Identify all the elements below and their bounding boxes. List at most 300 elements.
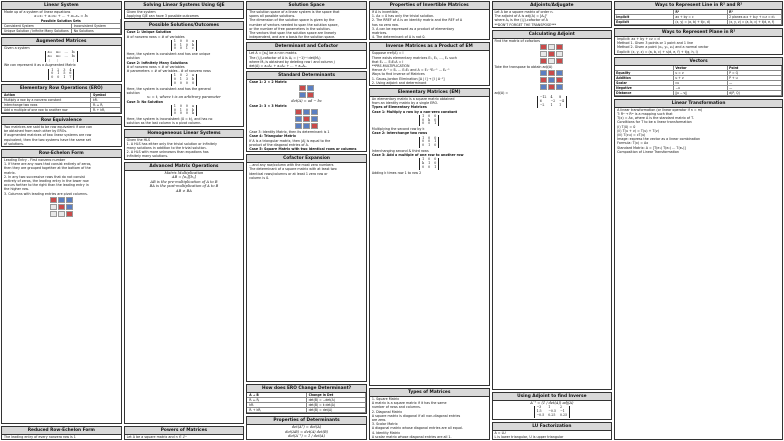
text-line: Ways to find inverse of Matrices (371, 72, 425, 77)
ero-table (2, 93, 121, 113)
text-line: Two matrices are said to be row equivalent if one can (4, 124, 93, 129)
text-line: Explicit: (x, y, z) = (a, b, c) + s(d, e, f) + t(g, h, i) (617, 49, 698, 54)
lu-section (492, 422, 613, 440)
matrix-entry: −3 (536, 405, 542, 410)
matrix-entry: 1.5 (536, 409, 542, 413)
text-line: Interchanging second & third rows (371, 149, 429, 154)
outcomes-section (124, 21, 245, 126)
matrix-entry: 1 (550, 103, 553, 108)
matrix-entry: 0 (422, 121, 425, 126)
matrix-entry: 1 (179, 77, 182, 82)
matrix-entry: 0 (185, 111, 188, 116)
table-cell: Distance (615, 91, 674, 96)
text-line: be obtained from each other by EROs. (4, 129, 68, 134)
text-line: There exists elementary matrices E₁, E₂, …, Eₖ such (371, 55, 457, 60)
matrix-entry: 0 (179, 46, 182, 51)
section-title: Cofactor Expansion (247, 155, 366, 163)
text-line: Image: express the vector as a linear combination (617, 137, 701, 142)
text-line: Adding k times row 1 to row 2 (371, 170, 422, 175)
solution-space-section (246, 1, 367, 40)
matrix-entry: 1 (434, 121, 437, 126)
matrix-entry: 0 (173, 77, 176, 82)
matrix (48, 69, 74, 80)
table-cell: Symbol (91, 93, 121, 98)
section-title: Vectors (615, 58, 782, 66)
text-line: A square matrix is diagonal if all non-diagonal entries (371, 413, 461, 418)
row-equivalence-section (1, 116, 122, 147)
table-cell: Possible Solution Sets (2, 19, 121, 24)
text-line: many solutions in addition to the trivial solution. (126, 146, 207, 151)
table-cell: u = v (674, 71, 728, 76)
inverse-formula: A⁻¹ = (1 / det(A)) adj(A) (530, 400, 574, 405)
text-line: Method 2. Given a point (x₀, y₀, z₀) and a normal vector (617, 45, 709, 50)
section-title: Types of Matrices (370, 389, 489, 397)
text-line: the higher row. (4, 187, 29, 192)
matrix-entry: 0 (434, 117, 437, 122)
matrix-entry: 0 (434, 161, 437, 166)
column-5 (492, 1, 613, 440)
text-line: T(x) = Ax, where A is the standard matrix of T. (617, 116, 694, 121)
matrix-entry: 1 (434, 165, 437, 170)
text-line: or the number of free parameters in the solution. (249, 26, 331, 31)
matrix-entry: −0.5 (536, 412, 545, 417)
det-3x3-diagram (247, 108, 366, 130)
matrix-entry: 0 (179, 80, 182, 85)
table-cell: R² (674, 10, 728, 15)
text-line: Applying GJE can have 3 possible outcomes (126, 14, 199, 19)
table-cell: d(P, Q) (728, 91, 782, 96)
matrix-entry: 0 (173, 111, 176, 116)
matrix (419, 137, 439, 148)
table-cell: Negative (615, 86, 674, 91)
text-line: Given the HLS (126, 137, 151, 142)
vectors-section (614, 57, 783, 97)
matrix (534, 406, 571, 417)
table-cell: Consistent System (2, 24, 72, 29)
section-title: Advanced Matrix Operations (125, 163, 244, 171)
table-cell: Scalar (615, 81, 674, 86)
text-line: adj(A) = (494, 91, 509, 96)
column-2 (124, 1, 245, 440)
table-cell: (x, y) = (a, b) + t(c, d) (674, 20, 728, 25)
linear-system-section (1, 1, 122, 35)
table-cell: — (728, 86, 782, 91)
section-title: Augmented Matrices (2, 38, 121, 46)
matrix-entry: 0 (173, 42, 176, 47)
matrix-entry: 2 (560, 405, 563, 410)
text-line: solution (126, 90, 140, 95)
matrix-entry: 1 (548, 405, 551, 410)
text-line: ...and any row/column with the most zero numbers (249, 163, 334, 168)
text-line: Take the transpose to obtain adj(A) (494, 65, 553, 70)
table-cell: — (728, 81, 782, 86)
case-title: Case 5: Square Matrix with two identical rows or columns (249, 147, 357, 152)
matrix-entry: 0 (428, 165, 431, 170)
text-line: 1. Square Matrix (371, 396, 400, 401)
matrix-entry: 0 (179, 73, 182, 78)
text-line: Here, the system is consistent and has the general (126, 86, 211, 91)
matrix-entry: k (428, 117, 431, 122)
matrix-entry: a₁₂ (56, 50, 61, 54)
matrix (171, 40, 197, 51)
text-line: Let A be a square matrix and n ∈ ℤ⁺ (126, 434, 187, 439)
matrix-entry (63, 59, 70, 63)
matrix-entry: 1 (422, 135, 425, 140)
section-title: Adjoints/Adjugate (493, 2, 612, 10)
matrix-entry: 1 (63, 75, 66, 80)
matrix-entry: 0 (428, 139, 431, 144)
text-line: The determinant of a square matrix with at least two (249, 167, 337, 172)
text-line: Method 1. Given 3 points or 1 point and 1 line (617, 41, 694, 46)
column-3 (246, 1, 367, 440)
section-title: Linear System (2, 2, 121, 10)
matrix-entry: −2 (539, 103, 545, 108)
matrix-entry: 0 (185, 42, 188, 47)
text-line: T: Rⁿ → Rᵐ is a mapping such that (617, 112, 673, 117)
case-title: Case 1: Unique Solution (126, 30, 172, 35)
equation: a₁₁x₁ + a₁₂x₂ + … + a₁ₙxₙ = b₁ (34, 14, 89, 19)
echelon-diagram (2, 196, 121, 218)
table-cell: No Solutions (72, 29, 121, 34)
matrix-entry: 1 (434, 139, 437, 144)
text-line: 4. Identity Matrix (371, 430, 401, 435)
section-title: Determinant and Cofactor (247, 43, 366, 51)
matrix-entry: 0 (173, 80, 176, 85)
text-line: 4. The determinant of A is not 0. (371, 35, 426, 40)
matrix-entry: ⋮ (47, 57, 51, 62)
text-line: Formula: T(x) = Ax (617, 141, 649, 146)
matrix (419, 115, 439, 126)
text-line: Find the matrix of cofactors (494, 38, 540, 43)
text-line: The vectors that span the solution space are linearly (249, 31, 337, 36)
case-title: Case 4: Triangular Matrix (249, 134, 297, 139)
table-cell: Unique Solution / Infinite Many Solutions (2, 29, 72, 34)
section-title: LU Factorization (493, 423, 612, 431)
matrix-entry: 1 (185, 46, 188, 51)
text-line: 3. A can be expressed as a product of elementary (371, 26, 455, 31)
table-cell: 2 planes a₁x + b₁y + c₁z = d₁ (728, 15, 782, 20)
text-line: infinitely many solutions. (126, 154, 169, 159)
text-line: A = LU (494, 430, 506, 435)
text-line: are zero. (371, 417, 387, 422)
cofactor-diagram (493, 43, 612, 65)
section-title: Using Adjoint to find Inverse (493, 393, 612, 401)
table-cell: kRᵢ (247, 403, 306, 408)
text-line: 2. Diagonal Matrix (371, 409, 403, 414)
text-line: Case 3: Identity Matrix, then its determinant is 1 (249, 130, 330, 135)
case-title: Case 2: Infinitely Many Solutions (126, 60, 188, 65)
text-line: has no zero row. (371, 22, 399, 27)
matrix-entry: 1 (173, 73, 176, 78)
sign-diagram (493, 69, 612, 91)
section-title: Standard Determinants (247, 72, 366, 80)
elem-add-matrix (370, 157, 489, 170)
text-line: (iii) T(cu) = cT(u) (617, 133, 646, 138)
matrix-entry: 2 (185, 73, 188, 78)
matrix-entry: 6 (539, 99, 542, 104)
table-cell: Interchange two rows (2, 103, 91, 108)
table-cell: cu (674, 81, 728, 86)
section-title: Solving Linear Systems Using GJE (125, 2, 244, 10)
matrix-entry: 0 (422, 117, 425, 122)
section-title: Properties of Determinants (247, 417, 366, 425)
ero-det-section (246, 384, 367, 414)
table-cell: P = Q (728, 71, 782, 76)
matrix-entry: a₁₁ (47, 50, 53, 54)
case-title: Case 3: Add a multiple of one row to another row (371, 153, 464, 158)
matrix-entry: 1 (422, 157, 425, 162)
matrix-entry: 3 (185, 77, 188, 82)
table-cell: Multiply a row by a nonzero constant (2, 98, 91, 103)
text-line: A matrix is a square matrix if it has the same (371, 401, 447, 406)
table-cell: Rᵢ + kRⱼ (91, 108, 121, 113)
text-line: product of the diagonal entries of A. (249, 142, 309, 147)
adjoint-section (492, 1, 613, 28)
matrix-entry: −4 (559, 99, 564, 104)
table-cell: kRᵢ (91, 98, 121, 103)
text-line: number of vectors needed to span the solution space, (249, 22, 339, 27)
text-line: Matrix Multiplication (164, 170, 204, 175)
text-line: entirely of zeros, the leading entry in the lower row (4, 179, 89, 184)
hls-section (124, 129, 245, 160)
matrix-entry: 1 (179, 107, 182, 112)
text-line: 2. Using adjoint and determinant (371, 80, 427, 85)
text-line: 1. Ax = 0 has only the trivial solution. (371, 14, 435, 19)
matrix-entry: 0 (434, 135, 437, 140)
matrix-entry: 0 (173, 107, 176, 112)
row-echelon-section (1, 149, 122, 424)
matrix-entry: a (191, 103, 194, 108)
invertible-properties-section (369, 1, 490, 40)
section-title: Inverse Matrices as a Product of EM (370, 43, 489, 51)
matrix-entry: 1 (179, 42, 182, 47)
table-cell: Change in Det (307, 393, 366, 398)
matrix-entry: −0.5 (548, 409, 556, 413)
text-line: We can represent it as a Augmented Matrix (4, 63, 76, 68)
text-line: **PRE-MULTIPLICATION (371, 64, 410, 69)
text-line: A diagonal matrix whose diagonal entries are all equal. (371, 426, 463, 431)
matrix-entry: 1 (428, 143, 431, 148)
matrix-entry: 0 (185, 107, 188, 112)
text-line: A linear transformation (or linear operator if n = m) (617, 107, 703, 112)
text-line: where Mᵢⱼ is obtained by deleting row i and column j (249, 59, 335, 64)
text-line: The leading entry of every nonzero row is 1 (4, 434, 76, 439)
text-line: 1. Gauss-Jordan Elimination [A | I] → [I | A⁻¹] (371, 76, 445, 81)
types-of-matrices-section (369, 388, 490, 440)
matrix-entry: 6 (69, 71, 72, 76)
matrix-entry: k (191, 111, 194, 116)
matrix (537, 96, 567, 107)
table-cell: Inconsistent System (72, 24, 121, 29)
matrix-entry: −2 (550, 99, 556, 104)
text-line: The dimension of the solution space is given by the (249, 18, 335, 23)
matrix-entry: 0 (51, 75, 54, 80)
text-line: Multiplying the second row by k (371, 127, 425, 132)
matrix-entry: 0 (422, 143, 425, 148)
text-line: 2. In any two successive rows that do not consist (4, 174, 85, 179)
column-4 (369, 1, 490, 440)
section-title: Reduced Row-Echelon Form (2, 427, 121, 435)
matrix-entry: 0 (434, 157, 437, 162)
table-cell: ax + by = c (674, 15, 728, 20)
adj-example-matrix (493, 95, 612, 108)
matrix (171, 105, 197, 116)
table-cell: Point (728, 66, 782, 71)
text-line: AB is the pre-multiplication of A to B (150, 179, 218, 184)
calc-adjoint-section (492, 30, 613, 390)
matrix-entry: b (191, 42, 194, 47)
none-matrix (125, 104, 244, 117)
table-cell: ‖u − v‖ (674, 91, 728, 96)
text-line: from an identity matrix by a single ERO. (371, 101, 439, 106)
text-line: equivalent, then the two systems have the same set (4, 137, 91, 142)
table-cell: −u (674, 86, 728, 91)
text-line: Composition of Linear Transformation (617, 149, 680, 154)
matrix-entry: 1 (422, 113, 425, 118)
matrix-entry: b₁ (71, 50, 76, 54)
text-line: # of nonzero rows < # of variables (126, 64, 185, 69)
text-line: solution as the last column is a pivot column. (126, 121, 202, 126)
text-line: number of rows and columns. (371, 405, 421, 410)
matrix-entry: 1 (428, 161, 431, 166)
det-2x2-diagram (247, 84, 366, 99)
text-line: solution (126, 56, 140, 61)
text-line: matrix. (4, 170, 16, 175)
matrix-entry: 0 (51, 71, 54, 76)
section-title: Homogeneous Linear Systems (125, 130, 244, 138)
text-line: The adjoint of A is adj(A) = [Aᵢⱼ]ᵀ (494, 14, 548, 19)
text-line: occurs farther to the right than the leading entry in (4, 183, 89, 188)
table-cell: det(B) = −det(A) (307, 398, 366, 403)
table-cell: det(B) = det(A) (307, 408, 366, 413)
case-title: Case 3: No Solution (126, 99, 163, 104)
text-line: 1. If there are any rows that consist entirely of zeros, (4, 162, 92, 167)
table-cell: R³ (728, 10, 782, 15)
text-line: Leading Entry - First nonzero number (4, 158, 66, 162)
text-line: Suppose rref(A) = I (371, 51, 404, 56)
section-title: Linear Transformation (615, 100, 782, 108)
text-line: Conditions for T to be a linear transformation (617, 120, 692, 125)
case-title: Case 1: 2 × 2 Matrix (249, 80, 287, 85)
matrix-entry: 0 (57, 75, 60, 80)
matrix-entry: 0 (179, 111, 182, 116)
text-line: matrices. (371, 31, 388, 36)
text-line: # parameters = # of variables - # of nonzero rows (126, 69, 211, 74)
matrix-entry: 0.25 (548, 412, 556, 417)
matrix-entry: k (422, 161, 425, 166)
matrix-entry: 2 (57, 67, 60, 72)
vectors-table (615, 66, 782, 96)
augmented-matrix (2, 68, 121, 81)
matrix-entry: 5 (63, 71, 66, 76)
section-title: Ways to Represent Line in R² and R³ (615, 2, 782, 10)
matrix-entry: a (191, 73, 194, 78)
section-title: Calculating Adjoint (493, 31, 612, 39)
case-title: Case 2: 3 × 3 Matrix (249, 104, 287, 109)
matrix-entry: 1 (559, 103, 562, 108)
table-cell: Addition (615, 76, 674, 81)
text-line: AB = [aᵢⱼ][bᵢⱼ] (171, 175, 196, 180)
matrix-entry: ⋮ (71, 57, 75, 62)
ero-section (1, 84, 122, 114)
matrix (171, 74, 197, 85)
text-line: Let A = [aᵢⱼ] be a n×n matrix. (249, 51, 298, 56)
det-properties-section (246, 416, 367, 440)
text-line: Made up of a system of linear equations (4, 10, 71, 14)
line-table (615, 10, 782, 25)
matrix-entry: 3 (63, 67, 66, 72)
text-line: (i) T(0) = 0 (617, 124, 636, 129)
text-line: det(A) = aᵢ₁Aᵢ₁ + aᵢ₂Aᵢ₂ + … + aᵢₙAᵢₙ (249, 64, 307, 69)
matrix-ops-section (124, 162, 245, 424)
solution-sets-table (2, 19, 121, 34)
text-line: then they are grouped together at the bottom of the (4, 166, 91, 171)
table-cell: u + v (674, 76, 728, 81)
table-cell: Implicit (615, 15, 674, 20)
matrix-entry: b (191, 107, 194, 112)
table-cell: A → B (247, 393, 306, 398)
matrix-entry: 0 (428, 113, 431, 118)
column-6 (614, 1, 783, 440)
matrix-entry: a₂₂ (56, 53, 61, 58)
section-title: Row Equivalence (2, 117, 121, 125)
matrix-entry: 0 (173, 46, 176, 51)
line-representation-section (614, 1, 783, 26)
matrix-entry: 7 (69, 75, 72, 80)
text-line: If augmented matrices of two linear systems are row (4, 133, 92, 138)
matrix-entry: 4 (550, 95, 553, 100)
matrix-entry: 8 (559, 95, 562, 100)
text-line: L is lower triangular, U is upper triangular (494, 434, 564, 439)
table-cell: Vector (674, 66, 728, 71)
text-line: column is 0. (249, 175, 270, 180)
text-line: Implicit: ax + by + cz = d (617, 37, 660, 41)
section-title: Elementary Row Operations (ERO) (2, 85, 121, 93)
text-line: spans all possible solutions. (249, 14, 296, 19)
table-cell: Explicit (615, 20, 674, 25)
matrix-entry: b₂ (71, 53, 76, 58)
matrix-entry: 0 (185, 103, 188, 108)
matrix (45, 51, 78, 62)
text-line: AB ≠ BA (176, 189, 192, 193)
text-line: Let A be a square matrix of order n. (494, 10, 554, 14)
adjoint-inverse-section (492, 392, 613, 420)
section-title: Possible Solutions/Outcomes (125, 22, 244, 30)
text-line: Here, the system is inconsistent (0 = k), and has no (126, 117, 213, 122)
elem-swap-matrix (370, 136, 489, 149)
table-cell: Action (2, 93, 91, 98)
matrix-entry: 1 (173, 103, 176, 108)
text-line: BA is the post-multiplication of A to B (149, 184, 219, 189)
matrix-entry: c (191, 46, 194, 51)
section-title: Ways to Represent Plane in R³ (615, 29, 782, 37)
matrix-entry: a₂₁ (47, 53, 53, 58)
cofactor-expansion-section (246, 154, 367, 382)
section-title: Powers of Matrices (125, 427, 244, 435)
text-line: # of nonzero rows = # of variables (126, 34, 185, 39)
powers-section (124, 426, 245, 440)
plane-representation-section (614, 28, 783, 55)
text-line: Here, the system is consistent and has one unique (126, 52, 211, 57)
text-line: A scalar matrix whose diagonal entries are all 1. (371, 434, 452, 439)
matrix-entry: 1 (51, 67, 54, 72)
text-line: det(AB) = det(A) det(B) (285, 429, 329, 434)
matrix-entry: 4 (69, 67, 72, 72)
matrix-entry: 0 (428, 157, 431, 162)
table-cell: Add a multiple of one row to another row (2, 108, 91, 113)
case-title: Case 2: Interchange two rows (371, 131, 428, 136)
table-cell: Rᵢ ↔ Rⱼ (91, 103, 121, 108)
